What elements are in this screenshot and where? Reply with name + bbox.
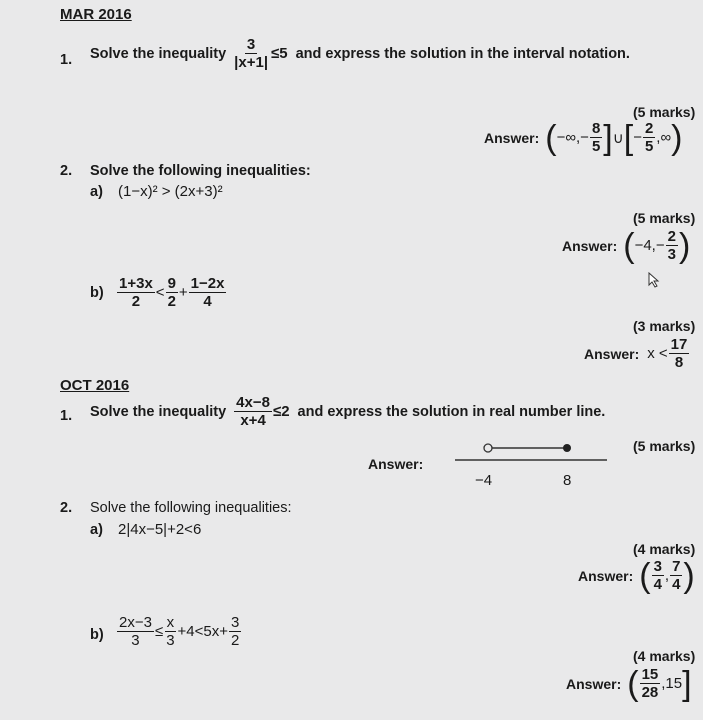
question-1-oct [90,394,605,429]
question-instruction: and express the solution in the interval notation. [295,45,630,62]
open-paren: ( [627,664,639,703]
part-b-expression [116,275,227,310]
question-2-oct-text: Solve the following inequalities: [90,500,292,516]
answer-mar-q1 [484,120,683,155]
marks-label: (5 marks) [633,104,696,120]
section-header-mar-2016: MAR 2016 [60,6,132,23]
inequality-fraction [234,394,272,429]
inequality-tail: ≤2 [272,403,290,420]
fraction-denominator: 4 [672,576,681,593]
fraction [117,614,154,649]
question-number: 2. [60,163,73,179]
fraction-denominator: 3 [131,632,140,649]
close-paren: ) [678,226,691,265]
fraction-numerator: 2 [644,120,654,137]
answer-label: Answer: [484,129,540,146]
question-number: 1. [60,52,73,68]
operator: + [178,284,188,301]
answer-part: −4,− [634,237,665,254]
open-paren: ( [545,118,557,157]
tick-label-right: 8 [563,472,572,489]
fraction-denominator: 5 [644,138,654,155]
part-a-label: a) [90,522,103,538]
fraction-numerator: 8 [591,120,601,137]
part-b-label: b) [90,285,104,301]
tick-label-left: −4 [475,472,493,489]
answer-mar-q2a [562,228,690,263]
fraction-denominator: 5 [591,138,601,155]
answer-oct-q2b [566,666,692,701]
closed-endpoint [563,444,571,452]
answer-label: Answer: [368,456,424,472]
fraction-denominator: 3 [166,632,175,649]
answer-mar-q2b [584,336,690,371]
comma: , [664,567,670,584]
fraction-denominator: 2 [131,293,141,310]
operator: ≤ [154,623,164,640]
question-2-mar-text: Solve the following inequalities: [90,163,311,179]
open-endpoint [484,444,492,452]
fraction-numerator: 1−2x [190,275,225,292]
marks-label: (4 marks) [633,648,696,664]
operator: < [155,284,165,301]
fraction-numerator: 4x−8 [236,394,270,411]
question-text: Solve the inequality [90,403,227,420]
part-a-expression: 2|4x−5|+2<6 [118,521,202,538]
fraction [164,614,176,649]
fraction-denominator: 28 [641,684,659,701]
fraction-numerator: 15 [641,666,659,683]
open-paren: ( [623,226,635,265]
close-bracket: ] [682,664,692,703]
inequality-fraction [232,36,270,71]
answer-fraction [669,336,690,371]
fraction [117,275,155,310]
answer-fraction [652,558,664,593]
fraction-denominator: 4 [203,293,212,310]
answer-part: x < [647,345,668,362]
number-line [455,438,610,493]
part-a-label: a) [90,184,103,200]
fraction-numerator: 3 [653,558,662,575]
part-b-expression [116,614,242,649]
fraction-denominator: |x+1| [234,54,269,71]
fraction [229,614,241,649]
number-line-graphic [455,438,610,468]
fraction-numerator: x [166,614,175,631]
question-number: 2. [60,500,73,516]
answer-label: Answer: [562,237,618,254]
answer-part: −∞,− [556,129,589,146]
fraction [189,275,227,310]
mouse-cursor-icon [648,272,662,293]
answer-label: Answer: [566,675,622,692]
fraction-denominator: 3 [667,246,676,263]
inequality-tail: ≤5 [271,45,288,62]
fraction [166,275,178,310]
minus-sign: − [633,129,642,146]
open-bracket: [ [623,118,634,157]
open-paren: ( [639,556,651,595]
close-bracket: ] [603,118,613,157]
fraction-denominator: 8 [674,354,684,371]
fraction-numerator: 3 [231,614,240,631]
fraction-numerator: 7 [672,558,681,575]
part-a-expression: (1−x)² > (2x+3)² [118,183,223,200]
answer-oct-q2a [578,558,695,593]
marks-label: (4 marks) [633,541,696,557]
section-header-oct-2016: OCT 2016 [60,377,130,394]
question-number: 1. [60,408,73,424]
fraction-numerator: 1+3x [119,275,153,292]
answer-fraction [670,558,682,593]
fraction-numerator: 17 [670,336,688,353]
answer-part: ,∞ [656,129,672,146]
close-paren: ) [671,118,683,157]
fraction-denominator: x+4 [240,412,266,429]
union-symbol: ∪ [612,129,624,147]
marks-label: (5 marks) [633,438,696,454]
answer-label: Answer: [578,567,634,584]
answer-fraction [590,120,602,155]
answer-fraction [643,120,655,155]
marks-label: (5 marks) [633,210,696,226]
fraction-numerator: 9 [167,275,176,292]
fraction-denominator: 4 [653,576,662,593]
question-text: Solve the inequality [90,45,227,62]
marks-label: (3 marks) [633,318,696,334]
part-b-label: b) [90,627,104,643]
question-1-mar [90,36,630,71]
question-instruction: and express the solution in real number line. [297,403,606,420]
fraction-numerator: 2 [667,228,676,245]
close-paren: ) [683,556,695,595]
fraction-denominator: 2 [167,293,176,310]
answer-part: ,15 [661,675,683,692]
fraction-numerator: 3 [246,36,256,53]
answer-fraction [640,666,661,701]
fraction-denominator: 2 [231,632,240,649]
answer-label: Answer: [584,345,640,362]
expression-middle: +4<5x+ [177,623,228,640]
fraction-numerator: 2x−3 [119,614,152,631]
answer-fraction [666,228,678,263]
